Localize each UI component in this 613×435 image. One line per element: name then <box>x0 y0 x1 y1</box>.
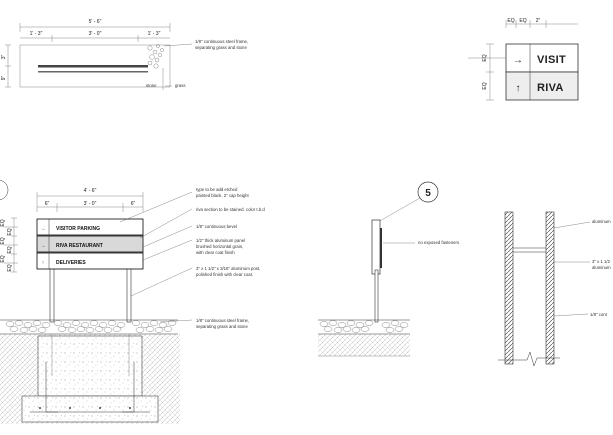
main-overall-dim: 4' - 6" <box>83 188 97 194</box>
small-sign-detail <box>468 18 578 100</box>
detail-number: 5 <box>425 188 431 199</box>
side-dim-a: 3" <box>1 54 7 60</box>
main-sign-row2: RIVA RESTAURANT <box>56 243 103 249</box>
main-arrow-up-icon: ↑ <box>41 260 45 266</box>
note-bevel: 1/8" continuous bevel <box>196 224 237 229</box>
right-width-dim: 1' - 3" <box>147 31 161 37</box>
right-note-frame: 1/8" cont <box>590 312 607 317</box>
note-type-line2: painted black. 2" cap height <box>196 193 249 198</box>
side-dim-b: 9" <box>1 75 7 81</box>
small-dim-eq1: EQ <box>507 18 515 24</box>
overall-width-dim: 5' - 6" <box>88 19 102 25</box>
note-frame-line2: separating grass and stone <box>196 324 248 329</box>
section-detail-5 <box>318 182 459 356</box>
main-side-eq3: EQ <box>0 237 6 245</box>
top-plan-detail <box>1 19 248 90</box>
note-panel-line2: brushed horizontal grain, <box>196 244 244 249</box>
frame-note-line1: 1/8" continuous steel frame, <box>195 39 249 44</box>
arrow-right-icon: → <box>513 55 523 66</box>
left-width-dim: 1' - 3" <box>29 31 43 37</box>
main-arrow-right-icon-2: → <box>40 243 46 249</box>
main-mid-dim: 3' - 0" <box>83 201 97 207</box>
note-post-line1: 3" x 1 1/2" x 3/16" aluminum post, <box>196 266 261 271</box>
no-fasteners-note: no exposed fasteners <box>418 240 460 245</box>
main-side-eq4: EQ <box>7 246 13 254</box>
note-type-line1: type to be add etched <box>196 187 238 192</box>
main-side-eq2: EQ <box>7 228 13 236</box>
main-right-dim: 6" <box>130 201 136 207</box>
main-side-eq5: EQ <box>0 255 6 263</box>
main-side-eq1: EQ <box>0 219 6 227</box>
stone-label: stone <box>146 83 157 88</box>
frame-note-line2: separating grass and stone <box>195 45 247 50</box>
main-sign-row3: DELIVERIES <box>56 260 86 266</box>
small-side-eq2: EQ <box>482 82 488 90</box>
small-sign-row1: VISIT <box>537 54 567 66</box>
main-arrow-right-icon: → <box>40 226 46 232</box>
main-left-dim: 6" <box>44 201 50 207</box>
small-dim-eq2: EQ <box>519 18 527 24</box>
main-sign-elevation <box>0 180 265 424</box>
note-frame-line1: 1/8" continuous steel frame, <box>196 318 250 323</box>
right-note-post-size: 3" x 1 1/2 <box>592 259 611 264</box>
mid-width-dim: 3' - 0" <box>88 31 102 37</box>
grass-label: grass <box>175 83 186 88</box>
note-panel-line3: with clear coat finish <box>196 250 235 255</box>
note-post-line2: polished finish with clear coat. <box>196 272 254 277</box>
right-note-aluminum-2: aluminum <box>592 265 611 270</box>
arrow-up-icon: ↑ <box>515 83 521 94</box>
note-riva-section: riva section to be stained. color t.b.d <box>196 207 265 212</box>
gravel-band <box>6 321 176 333</box>
right-post-detail <box>498 212 611 366</box>
main-side-eq6: EQ <box>7 264 13 272</box>
main-sign-row1: VISITOR PARKING <box>56 226 100 232</box>
small-sign-row2: RIVA <box>537 82 564 94</box>
right-note-aluminum: aluminum <box>592 219 611 224</box>
small-side-eq1: EQ <box>482 54 488 62</box>
note-panel-line1: 1/2" thick aluminum panel <box>196 238 246 243</box>
small-dim-2in: 2" <box>535 18 541 24</box>
